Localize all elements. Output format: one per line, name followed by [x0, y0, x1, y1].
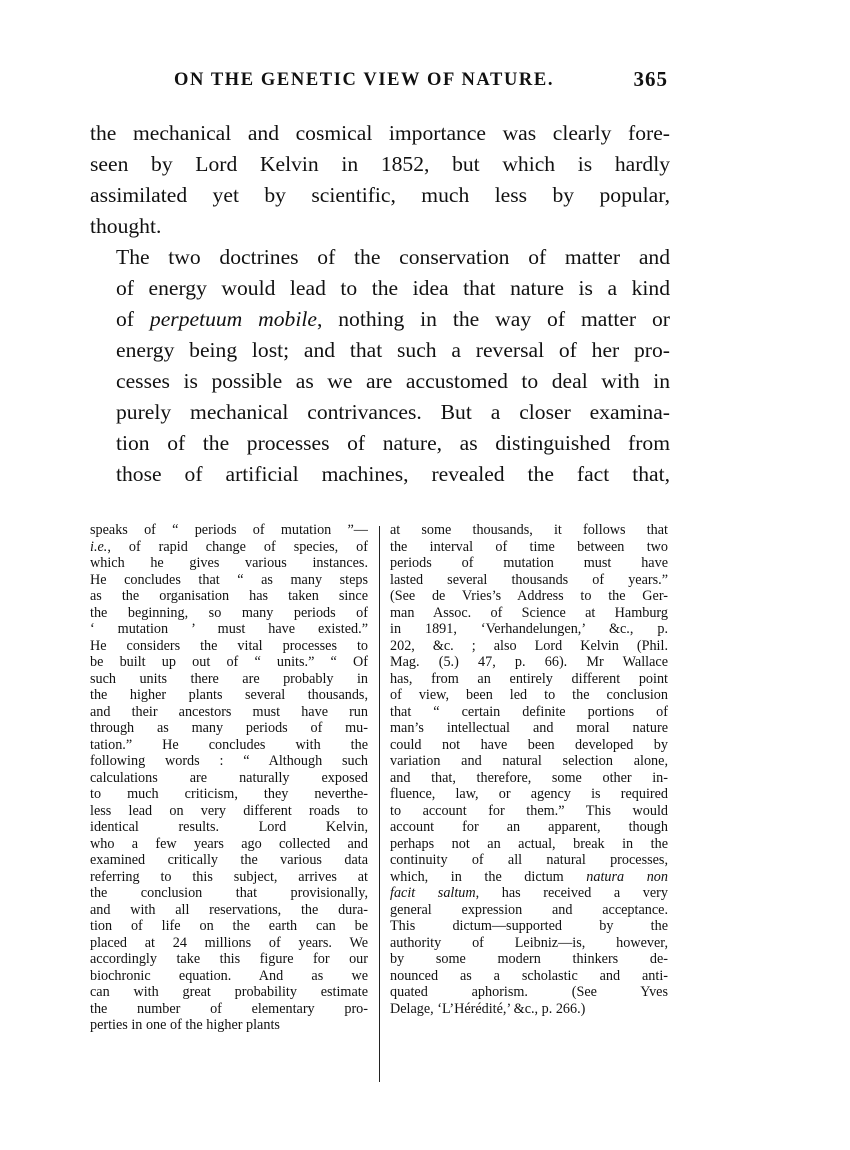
text-line: in 1891, ‘Verhandelungen,’ &c., p.	[390, 621, 668, 637]
text-line: perhaps not an actual, break in the	[390, 835, 668, 852]
text-line: account for an apparent, though	[390, 819, 668, 835]
text-line: as the organisation has taken since	[90, 588, 368, 604]
text-line: placed at 24 millions of years. We	[90, 934, 368, 951]
text-line: to much criticism, they neverthe-	[90, 786, 368, 802]
text-line: quated aphorism. (See Yves	[390, 984, 668, 1000]
text-line: fluence, law, or agency is required	[390, 786, 668, 802]
text-line: general expression and acceptance.	[390, 901, 668, 918]
text-line: authority of Leibniz—is, however,	[390, 934, 668, 951]
text-line: the number of elementary pro-	[90, 1000, 368, 1017]
text-line: thought.	[90, 214, 162, 238]
text-line: the higher plants several thousands,	[90, 687, 368, 703]
text-line: purely mechanical contrivances. But a closer examina-	[116, 400, 670, 424]
text-line: variation and natural selection alone,	[390, 753, 668, 769]
text-line: of view, been led to the conclusion	[390, 687, 668, 703]
text-line: nounced as a scholastic and anti-	[390, 967, 668, 984]
text-line: (See de Vries’s Address to the Ger-	[390, 588, 668, 604]
footnote	[90, 522, 670, 1087]
text-line: the mechanical and cosmical importance was clearly fore-	[90, 121, 670, 145]
text-line: and their ancestors must have run	[90, 703, 368, 720]
text-line: identical results. Lord Kelvin,	[90, 819, 368, 835]
text-line: man’s intellectual and moral nature	[390, 720, 668, 736]
text-line: the beginning, so many periods of	[90, 604, 368, 621]
text-line: can with great probability estimate	[90, 984, 368, 1000]
footnote-column-left	[90, 522, 368, 1034]
text-line: tion of life on the earth can be	[90, 918, 368, 934]
text-line: This dictum—supported by the	[390, 918, 668, 934]
page-header	[90, 67, 670, 100]
text-line: of energy would lead to the idea that nature is a kind	[116, 276, 670, 300]
text-line: ‘ mutation ’ must have existed.”	[90, 621, 368, 637]
text-line: following words : “ Although such	[90, 753, 368, 769]
text-line: tation.” He concludes with the	[90, 736, 368, 753]
text-line: seen by Lord Kelvin in 1852, but which is hardly	[90, 152, 670, 176]
paragraph-1	[90, 118, 670, 242]
text-line: those of artificial machines, revealed the fact that,	[116, 462, 670, 486]
text-line: and with all reservations, the dura-	[90, 901, 368, 918]
text-line: tion of the processes of nature, as distinguished from	[116, 431, 670, 455]
text-line: through as many periods of mu-	[90, 720, 368, 736]
text-line: man Assoc. of Science at Hamburg	[390, 604, 668, 621]
text-line: has, from an entirely different point	[390, 670, 668, 687]
footnote-column-right	[390, 522, 668, 1017]
text-line: which, in the dictum natura non	[390, 868, 668, 885]
text-line: periods of mutation must have	[390, 555, 668, 571]
text-line: i.e., of rapid change of species, of	[90, 538, 368, 555]
text-line: who a few years ago collected and	[90, 835, 368, 852]
text-line: calculations are naturally exposed	[90, 769, 368, 786]
text-line: assimilated yet by scientific, much less by popular,	[90, 183, 670, 207]
text-line: could not have been developed by	[390, 736, 668, 753]
text-line: the conclusion that provisionally,	[90, 885, 368, 901]
text-line: referring to this subject, arrives at	[90, 868, 368, 885]
main-text	[90, 118, 670, 490]
text-line: of perpetuum mobile, nothing in the way of matter or	[116, 307, 670, 331]
text-line: accordingly take this figure for our	[90, 951, 368, 967]
text-line: continuity of all natural processes,	[390, 852, 668, 868]
text-line: He considers the vital processes to	[90, 637, 368, 654]
text-line: by some modern thinkers de-	[390, 951, 668, 967]
text-line: be built up out of “ units.” “ Of	[90, 654, 368, 670]
text-line: less lead on very different roads to	[90, 802, 368, 819]
text-line: The two doctrines of the conservation of matter and	[116, 245, 670, 269]
text-line: which he gives various instances.	[90, 555, 368, 571]
text-line: Delage, ‘L’Hérédité,’ &c., p. 266.)	[390, 1000, 586, 1017]
text-line: He concludes that “ as many steps	[90, 571, 368, 588]
text-line: perties in one of the higher plants	[90, 1017, 280, 1033]
text-line: lasted several thousands of years.”	[390, 571, 668, 588]
text-line: cesses is possible as we are accustomed to deal with in	[116, 369, 670, 393]
text-line: energy being lost; and that such a reversal of her pro-	[116, 338, 670, 362]
text-line: Mag. (5.) 47, p. 66). Mr Wallace	[390, 654, 668, 670]
text-line: facit saltum, has received a very	[390, 885, 668, 901]
text-line: such units there are probably in	[90, 670, 368, 687]
text-line: examined critically the various data	[90, 852, 368, 868]
text-line: the interval of time between two	[390, 538, 668, 555]
running-title: ON THE GENETIC VIEW OF NATURE.	[174, 70, 555, 90]
text-line: biochronic equation. And as we	[90, 967, 368, 984]
column-divider	[379, 526, 380, 1082]
page-number: 365	[633, 67, 668, 91]
text-line: that “ certain definite portions of	[390, 703, 668, 720]
text-line: at some thousands, it follows that	[390, 522, 668, 538]
text-line: to account for them.” This would	[390, 802, 668, 819]
paragraph-2	[90, 242, 670, 490]
text-line: speaks of “ periods of mutation ”—	[90, 522, 368, 538]
text-line: 202, &c. ; also Lord Kelvin (Phil.	[390, 637, 668, 654]
text-line: and that, therefore, some other in-	[390, 769, 668, 786]
